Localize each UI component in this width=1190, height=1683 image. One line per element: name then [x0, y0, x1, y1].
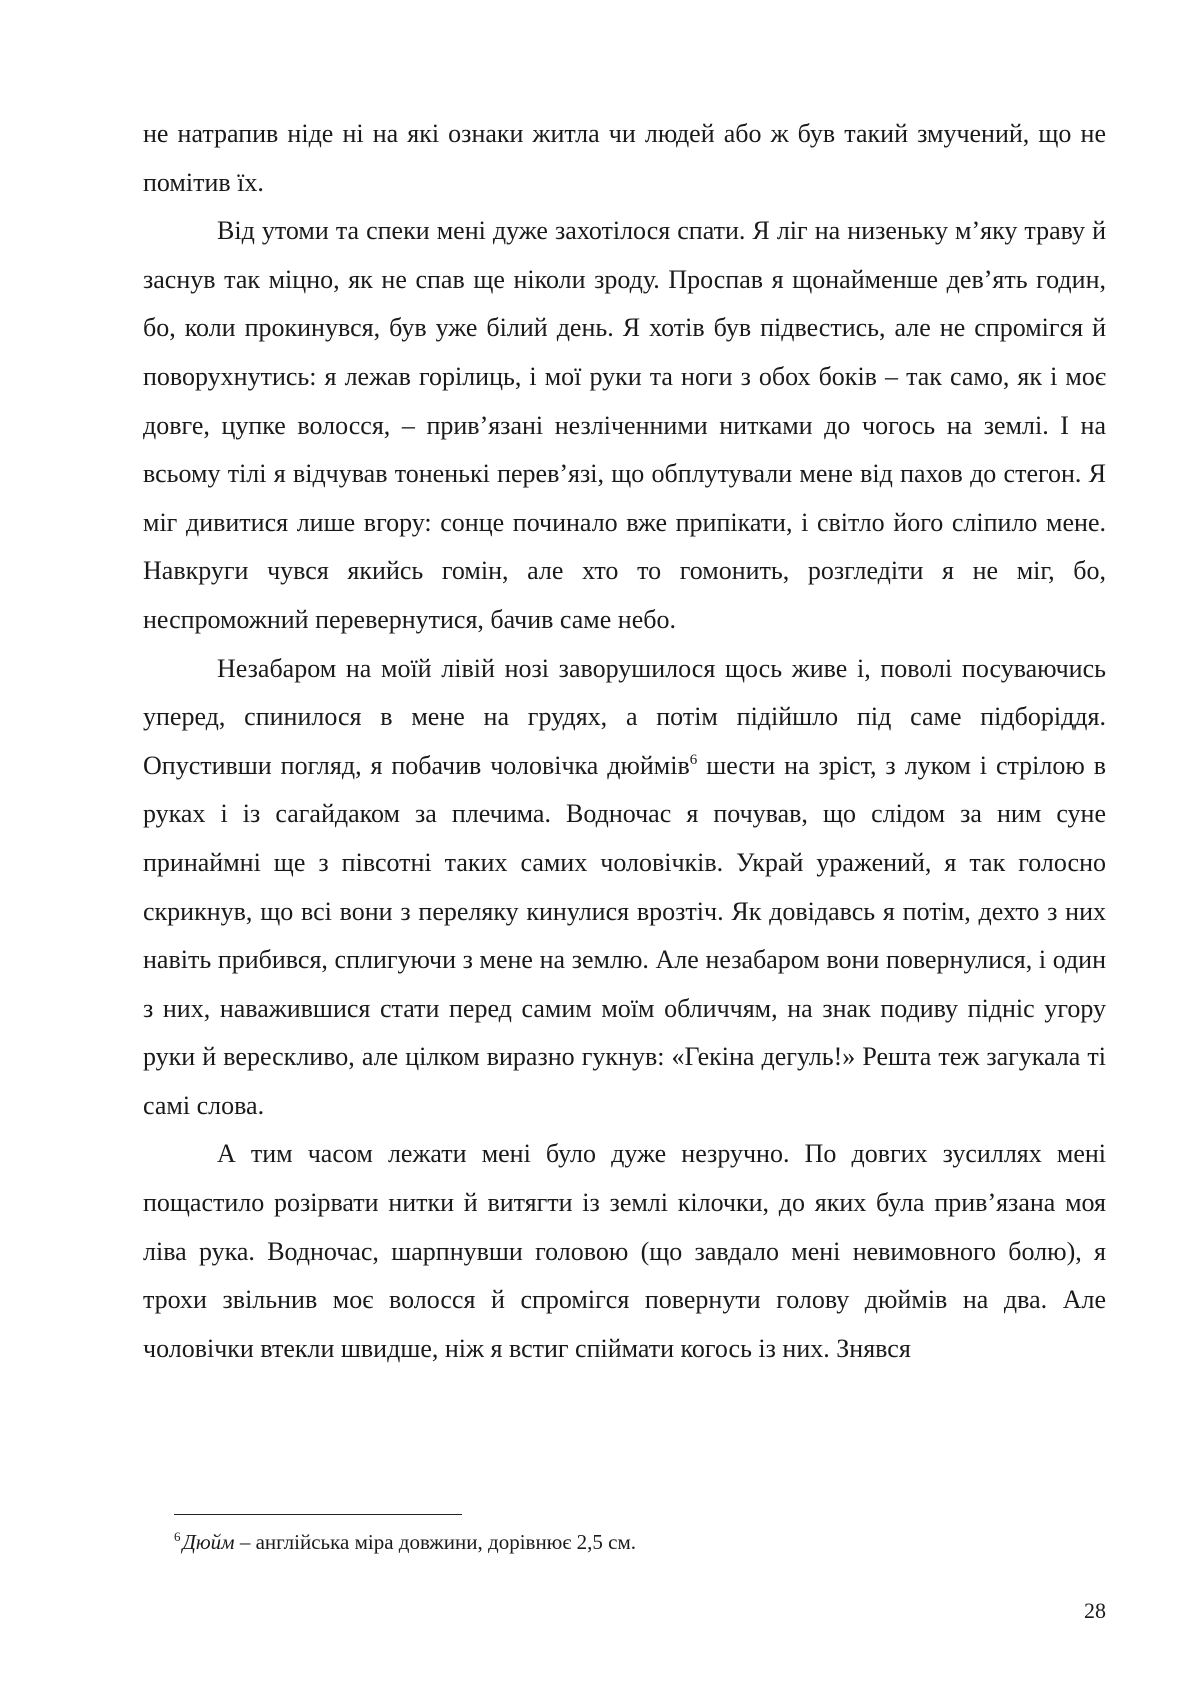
- footnote-term: Дюйм: [182, 1530, 235, 1554]
- paragraph-3-text-after-note: шести на зріст, з луком і стрілою в руках і із сагайдаком за плечима. Водночас я почував, що слідом за ним суне принаймні ще з півсотні таких самих чоловічків. Украй уражений, я так голосно скрикнув, що всі вони з переляку кинулися врозтіч. Як довідавсь я потім, дехто з них навіть прибився, сплигуючи з мене на землю. Але незабаром вони повернулися, і один з них, наважившися стати перед самим моїм обличчям, на знак подиву підніс угору руки й верескливо, але цілком виразно гукнув: «Гекіна дегуль!» Решта теж загукала ті самі слова.: [143, 750, 1107, 1120]
- paragraph-2: Від утоми та спеки мені дуже захотілося спати. Я ліг на низеньку м’яку траву й заснув так міцно, як не спав ще ніколи зроду. Проспав я щонайменше дев’ять годин, бо, коли прокинувся, був уже білий день. Я хотів був підвестись, але не спромігся й поворухнутись: я лежав горілиць, і мої руки та ноги з обох боків – так само, як і моє довге, цупке волосся, – прив’язані незліченними нитками до чогось на землі. І на всьому тілі я відчував тоненькі перев’язі, що обплутували мене від пахов до стегон. Я міг дивитися лише вгору: сонце починало вже припікати, і світло його сліпило мене. Навкруги чувся якийсь гомін, але хто то гомонить, розгледіти я не міг, бо, неспроможний перевернутися, бачив саме небо.: [143, 216, 1106, 634]
- footnote: [174, 1527, 1104, 1557]
- footnote-text: – англійська міра довжини, дорівнює 2,5 см.: [234, 1530, 636, 1554]
- paragraph-3-text-before-note: Незабаром на моїй лівій нозі заворушилося щось живе і, поволі посуваючись уперед, спинилося в мене на грудях, а потім підійшло під саме підборіддя. Опустивши погляд, я побачив чоловічка дюймів: [143, 653, 1106, 780]
- footnote-marker: 6: [174, 1529, 181, 1544]
- footnote-reference[interactable]: 6: [689, 751, 698, 768]
- page-number: 28: [1084, 1598, 1106, 1623]
- paragraph-4: А тим часом лежати мені було дуже незручно. По довгих зусиллях мені пощастило розірвати нитки й витягти із землі кілочки, до яких була прив’язана моя ліва рука. Водночас, шарпнувши головою (що завдало мені невимовного болю), я трохи звільнив моє волосся й спромігся повернути голову дюймів на два. Але чоловічки втекли швидше, ніж я встиг спіймати когось із них. Знявся: [143, 1139, 1106, 1363]
- paragraph-1: не натрапив ніде ні на які ознаки житла чи людей або ж був такий змучений, що не помітив їх.: [143, 119, 1106, 197]
- paragraph-3: [143, 645, 1106, 1131]
- page-body: [143, 110, 1106, 1373]
- footnote-separator: [174, 1514, 462, 1515]
